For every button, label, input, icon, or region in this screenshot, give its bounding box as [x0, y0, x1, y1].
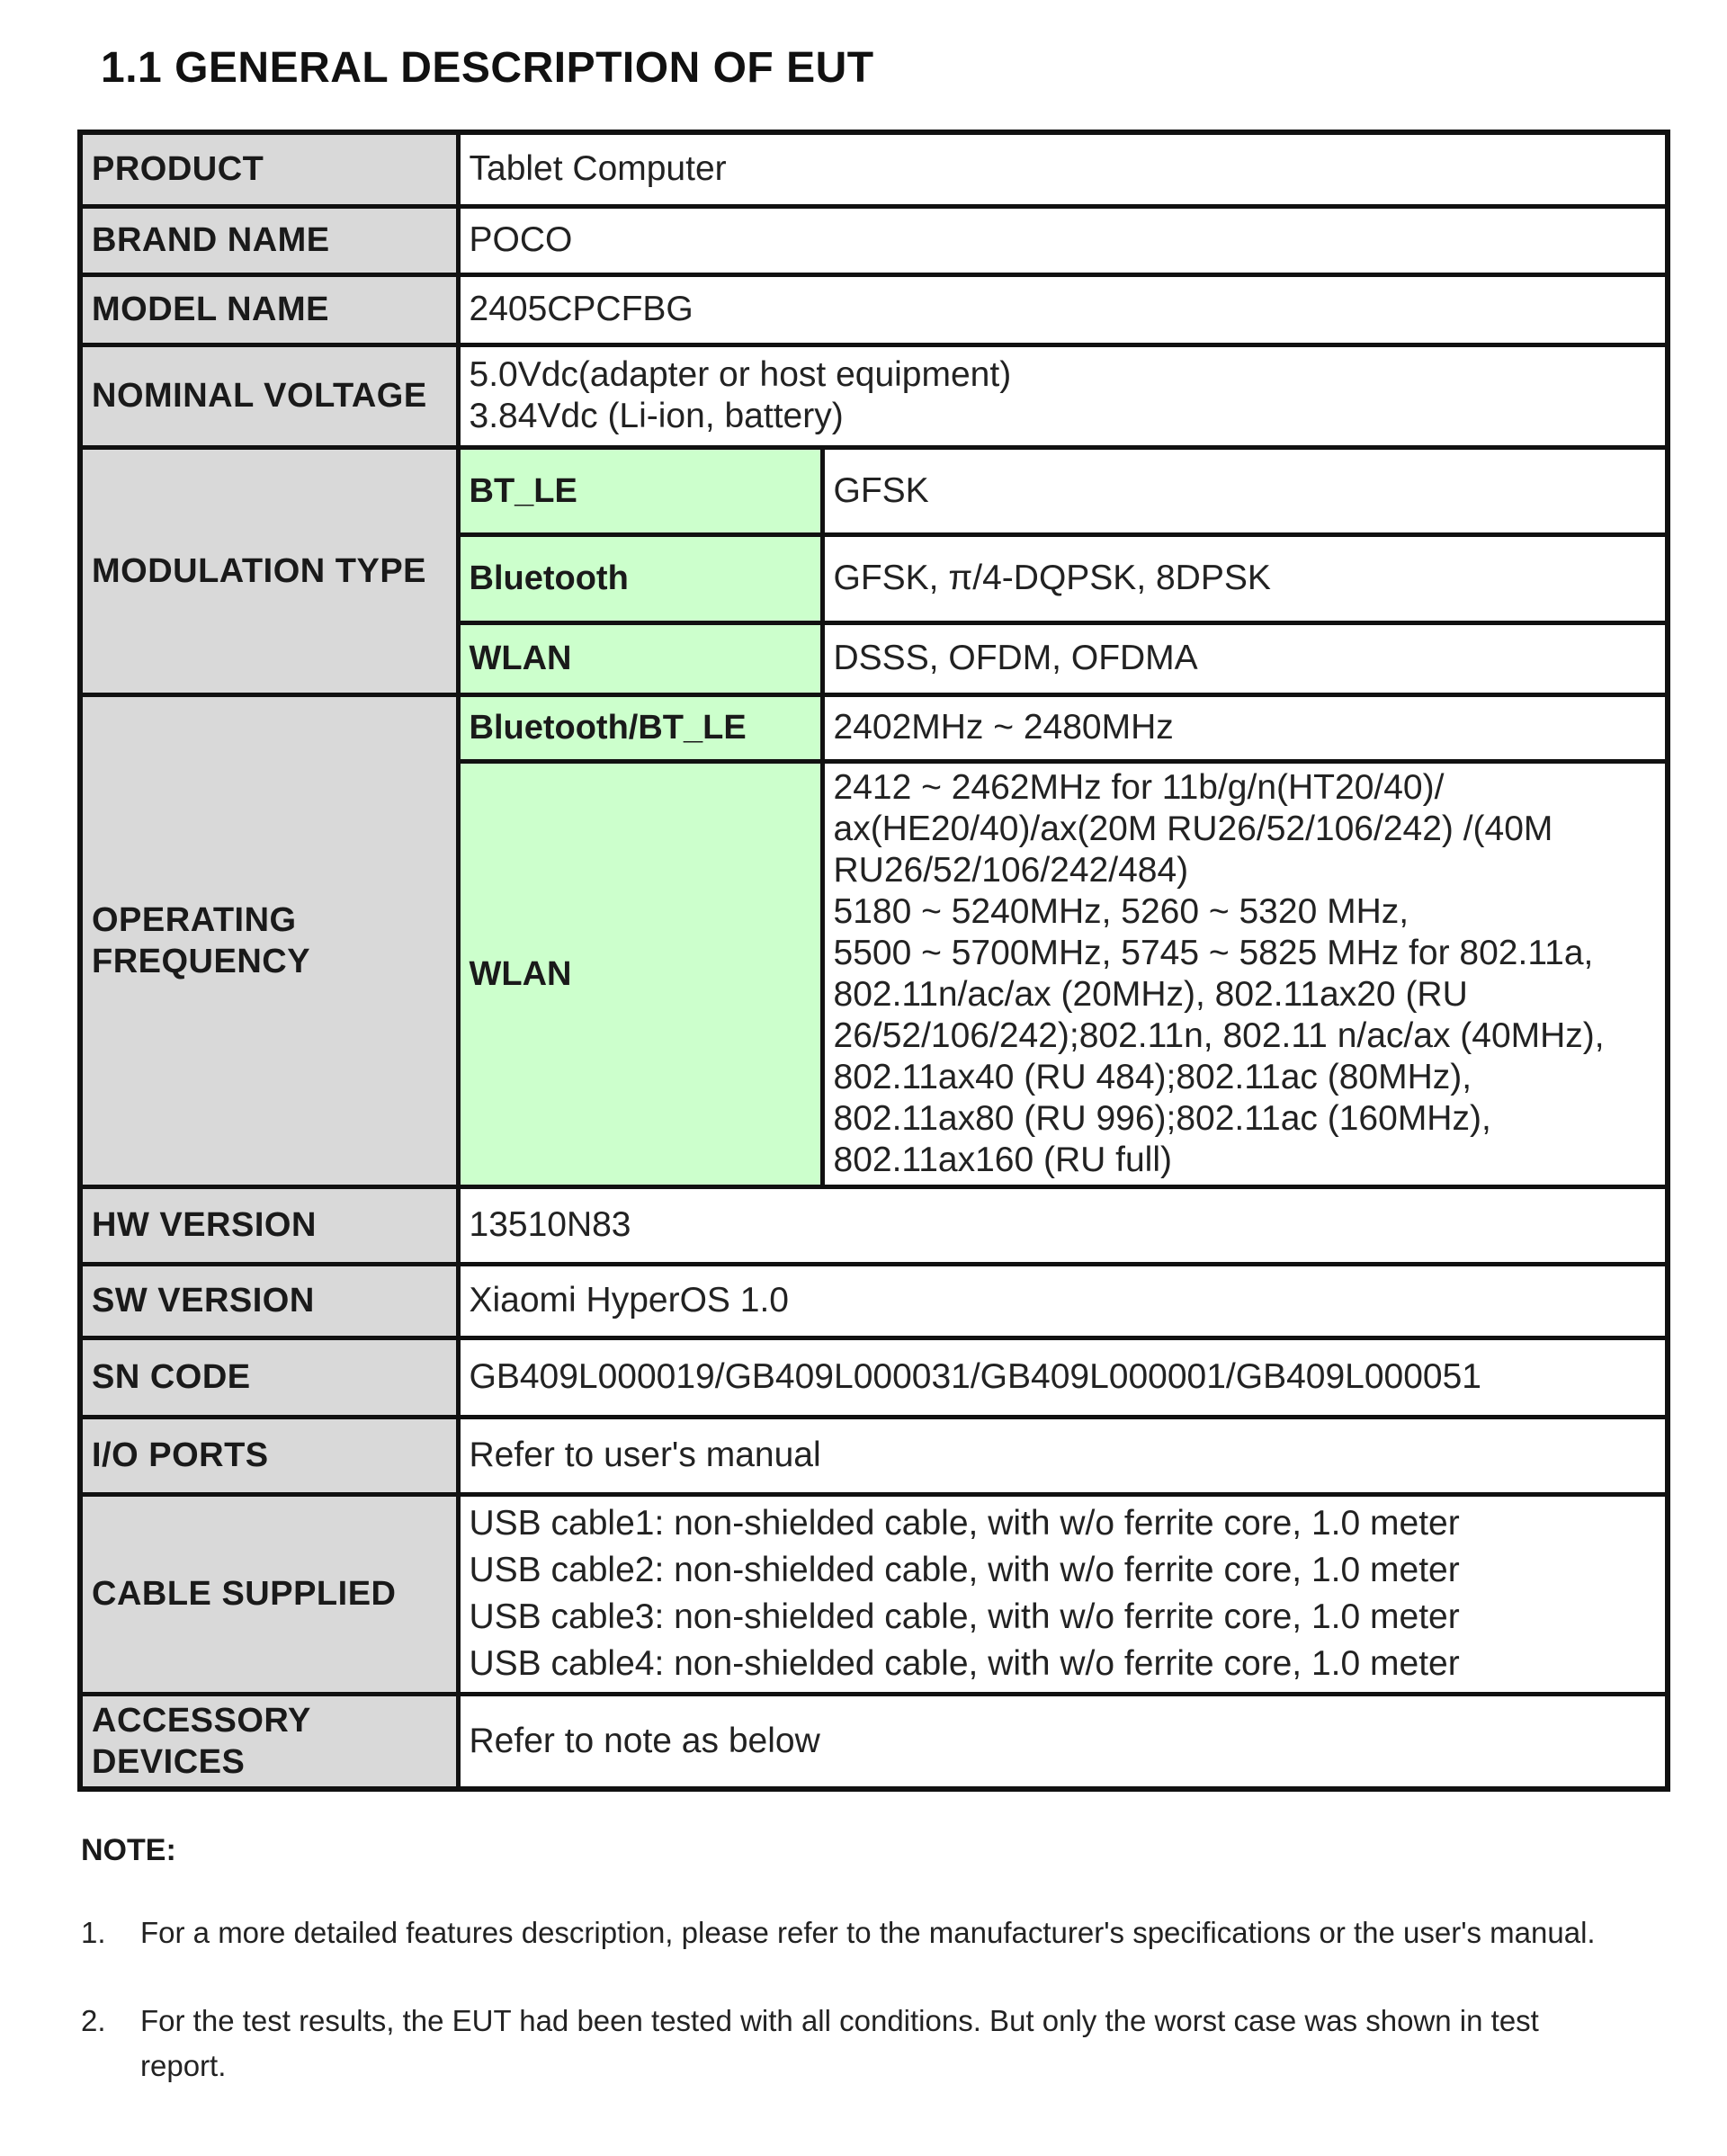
- frequency-wlan-line: 2412 ~ 2462MHz for 11b/g/n(HT20/40)/ ax(HE20/40)/ax(20M RU26/52/106/242) /(40M RU26/52/106/242/484): [833, 767, 1553, 890]
- modulation-sub-wlan: WLAN: [458, 622, 822, 694]
- frequency-value-wlan: [822, 761, 1668, 1186]
- table-row-frequency-bluetooth: [80, 694, 1668, 761]
- sw-version-value: Xiaomi HyperOS 1.0: [458, 1264, 1668, 1337]
- cable-line: USB cable3: non-shielded cable, with w/o ferrite core, 1.0 meter: [469, 1597, 1460, 1636]
- modulation-value-bt-le: GFSK: [822, 447, 1668, 534]
- table-row-cable-supplied: [80, 1494, 1668, 1694]
- hw-version-label: HW VERSION: [80, 1186, 458, 1264]
- table-row-hw-version: [80, 1186, 1668, 1264]
- nominal-voltage-line: 3.84Vdc (Li-ion, battery): [469, 397, 844, 435]
- table-row-accessory-devices: [80, 1694, 1668, 1789]
- table-row-product: [80, 132, 1668, 206]
- nominal-voltage-label: NOMINAL VOLTAGE: [80, 344, 458, 447]
- list-item: [81, 1910, 1610, 1955]
- sn-code-value: GB409L000019/GB409L000031/GB409L000001/GB409L000051: [458, 1337, 1668, 1417]
- modulation-sub-bt-le: BT_LE: [458, 447, 822, 534]
- modulation-type-label: MODULATION TYPE: [80, 447, 458, 694]
- table-row-brand-name: [80, 206, 1668, 274]
- eut-description-table: [77, 130, 1670, 1792]
- sn-code-label: SN CODE: [80, 1337, 458, 1417]
- table-row-model-name: [80, 274, 1668, 344]
- note-title: NOTE:: [81, 1833, 176, 1867]
- accessory-devices-label: ACCESSORY DEVICES: [80, 1694, 458, 1789]
- hw-version-value: 13510N83: [458, 1186, 1668, 1264]
- operating-frequency-label: OPERATING FREQUENCY: [80, 694, 458, 1186]
- modulation-value-wlan: DSSS, OFDM, OFDMA: [822, 622, 1668, 694]
- table-row-io-ports: [80, 1417, 1668, 1494]
- brand-name-value: POCO: [458, 206, 1668, 274]
- note-number: 2.: [81, 2004, 106, 2037]
- cable-line: USB cable4: non-shielded cable, with w/o ferrite core, 1.0 meter: [469, 1644, 1460, 1683]
- list-item: [81, 1999, 1610, 2089]
- cable-supplied-value: [458, 1494, 1668, 1694]
- model-name-label: MODEL NAME: [80, 274, 458, 344]
- frequency-value-bluetooth: 2402MHz ~ 2480MHz: [822, 694, 1668, 761]
- io-ports-label: I/O PORTS: [80, 1417, 458, 1494]
- table-row-sw-version: [80, 1264, 1668, 1337]
- note-number: 1.: [81, 1916, 106, 1949]
- note-text: For a more detailed features description, please refer to the manufacturer's specifications or the user's manual.: [140, 1916, 1596, 1949]
- nominal-voltage-line: 5.0Vdc(adapter or host equipment): [469, 355, 1012, 394]
- table-row-nominal-voltage: [80, 344, 1668, 447]
- table-row-modulation-bt-le: [80, 447, 1668, 534]
- product-label: PRODUCT: [80, 132, 458, 206]
- modulation-value-bluetooth: GFSK, π/4-DQPSK, 8DPSK: [822, 534, 1668, 622]
- cable-line: USB cable2: non-shielded cable, with w/o ferrite core, 1.0 meter: [469, 1551, 1460, 1589]
- frequency-wlan-line: 5180 ~ 5240MHz, 5260 ~ 5320 MHz,: [833, 891, 1409, 931]
- cable-line: USB cable1: non-shielded cable, with w/o ferrite core, 1.0 meter: [469, 1504, 1460, 1543]
- table-row-sn-code: [80, 1337, 1668, 1417]
- note-text: For the test results, the EUT had been tested with all conditions. But only the worst case was shown in test report.: [140, 2004, 1539, 2082]
- frequency-sub-wlan: WLAN: [458, 761, 822, 1186]
- product-value: Tablet Computer: [458, 132, 1668, 206]
- page-title: 1.1 GENERAL DESCRIPTION OF EUT: [101, 44, 874, 92]
- frequency-sub-bluetooth: Bluetooth/BT_LE: [458, 694, 822, 761]
- model-name-value: 2405CPCFBG: [458, 274, 1668, 344]
- cable-supplied-label: CABLE SUPPLIED: [80, 1494, 458, 1694]
- sw-version-label: SW VERSION: [80, 1264, 458, 1337]
- note-list: [81, 1910, 1610, 2132]
- brand-name-label: BRAND NAME: [80, 206, 458, 274]
- frequency-wlan-line: 5500 ~ 5700MHz, 5745 ~ 5825 MHz for 802.11a, 802.11n/ac/ax (20MHz), 802.11ax20 (RU 26/52/106/242);802.11n, 802.11 n/ac/ax (40MHz), 802.11ax40 (RU 484);802.11ac (80MHz), 802.11ax80 (RU 996);802.11ac (160MHz), 802.11ax160 (RU full): [833, 933, 1605, 1179]
- accessory-devices-value: Refer to note as below: [458, 1694, 1668, 1789]
- io-ports-value: Refer to user's manual: [458, 1417, 1668, 1494]
- modulation-sub-bluetooth: Bluetooth: [458, 534, 822, 622]
- nominal-voltage-value: [458, 344, 1668, 447]
